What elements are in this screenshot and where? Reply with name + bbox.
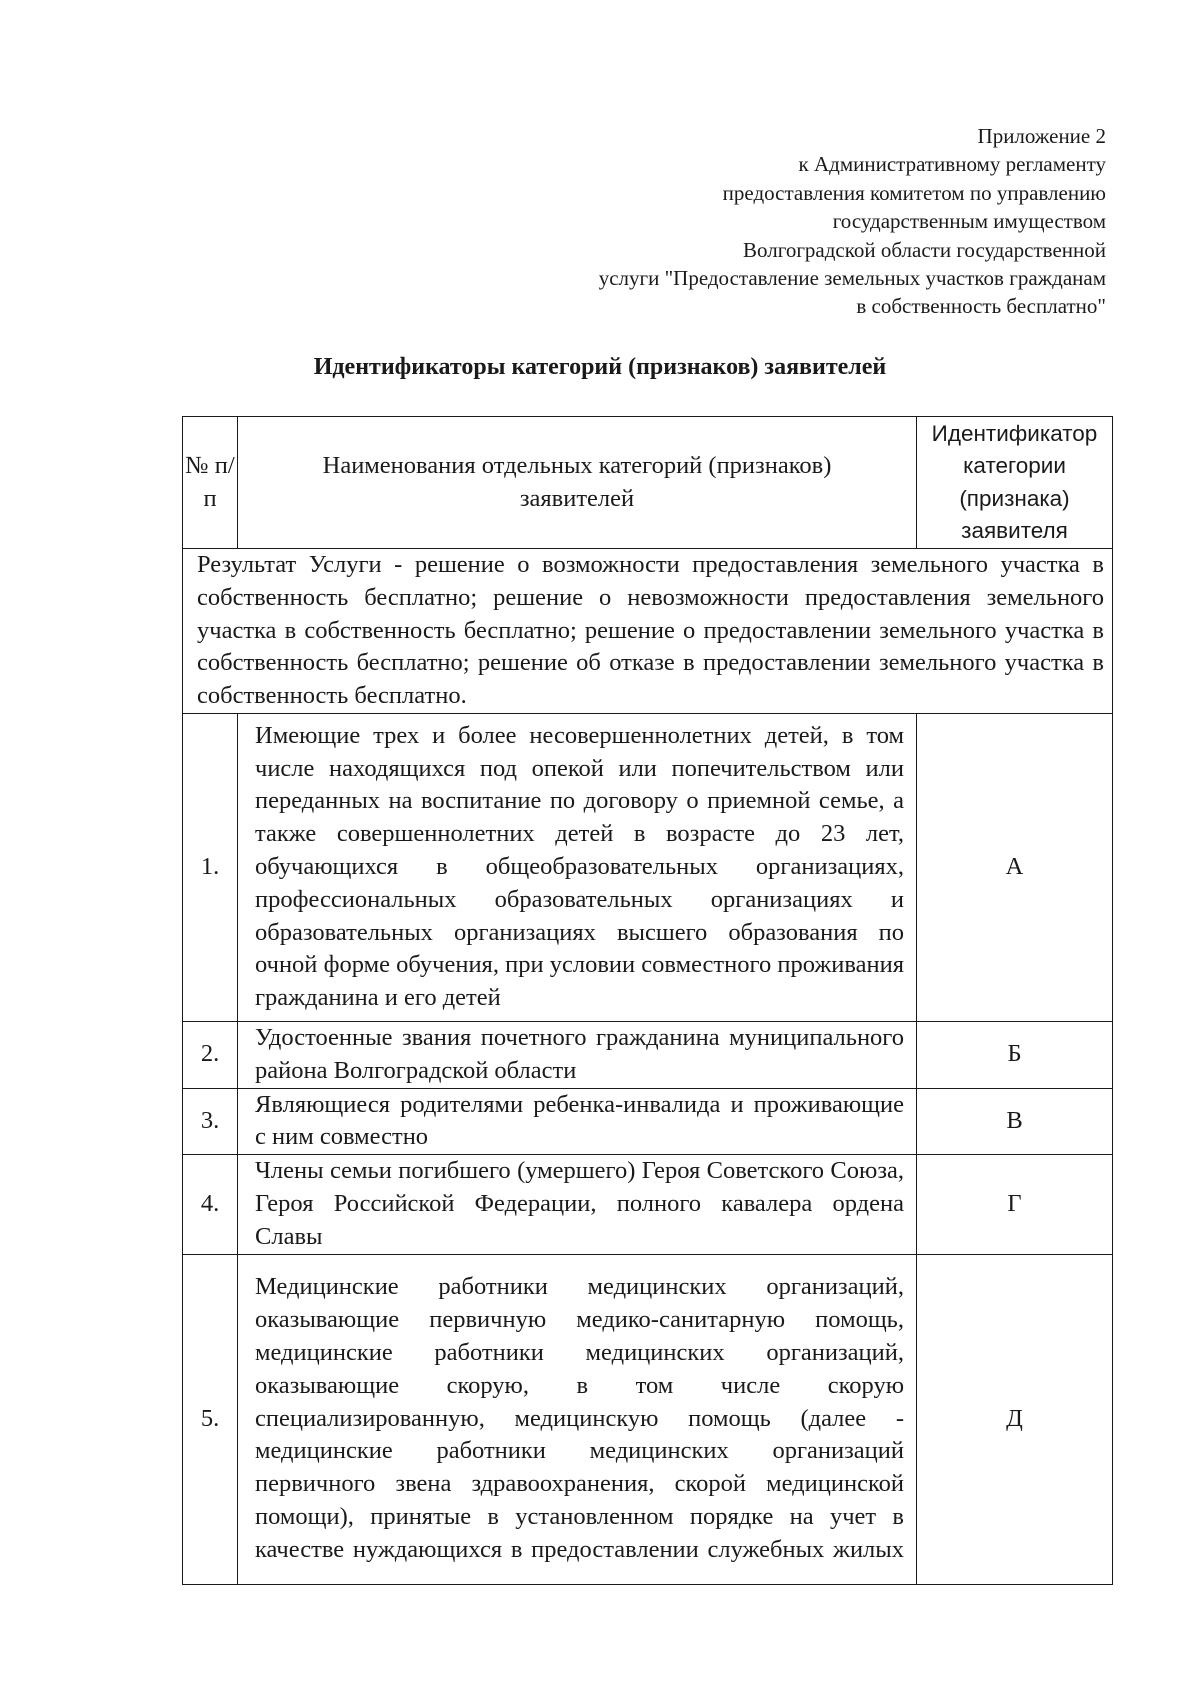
table-row bbox=[183, 713, 1113, 1021]
document-title: Идентификаторы категорий (признаков) заявителей bbox=[313, 354, 887, 380]
appendix-line: услуги "Предоставление земельных участков гражданам bbox=[598, 266, 1106, 291]
appendix-line: Приложение 2 bbox=[977, 124, 1106, 148]
table-row bbox=[183, 1155, 1113, 1254]
row-number: 2. bbox=[183, 1021, 238, 1088]
row-category-name: Члены семьи погибшего (умершего) Героя Советского Союза, Героя Российской Федерации, полного кавалера ордена Славы bbox=[238, 1155, 917, 1254]
row-category-name: Удостоенные звания почетного гражданина муниципального района Волгоградской области bbox=[238, 1021, 917, 1088]
table-row bbox=[183, 1021, 1113, 1088]
row-identifier: Д bbox=[917, 1254, 1113, 1584]
header-category-name: Наименования отдельных категорий (признаков) заявителей bbox=[238, 417, 917, 549]
appendix-header bbox=[486, 122, 1106, 321]
row-number: 1. bbox=[183, 713, 238, 1021]
row-number: 5. bbox=[183, 1254, 238, 1584]
result-row bbox=[183, 549, 1113, 714]
appendix-line: государственным имуществом bbox=[832, 209, 1106, 234]
table-header-row bbox=[183, 417, 1113, 549]
row-identifier: Г bbox=[917, 1155, 1113, 1254]
row-category-name: Имеющие трех и более несовершеннолетних детей, в том числе находящихся под опекой или попечительством или переданных на воспитание по договору о приемной семье, а также совершеннолетних детей в возрасте до 23 лет, обучающихся в общеобразовательных организациях, профессиональных образовательных организациях и образовательных организациях высшего образования по очной форме обучения, при условии совместного проживания гражданина и его детей bbox=[238, 713, 917, 1021]
row-number: 3. bbox=[183, 1088, 238, 1155]
row-category-name: Медицинские работники медицинских организаций, оказывающие первичную медико-санитарную помощь, медицинские работники медицинских организаций, оказывающие скорую, в том числе скорую специализированную, медицинскую помощь (далее - медицинские работники медицинских организаций первичного звена здравоохранения, скорой медицинской помощи), принятые в установленном порядке на учет в качестве нуждающихся в предоставлении служебных жилых bbox=[238, 1254, 917, 1584]
service-result-text: Результат Услуги - решение о возможности предоставления земельного участка в собственность бесплатно; решение о невозможности предоставления земельного участка в собственность бесплатно; решение о предоставлении земельного участка в собственность бесплатно; решение об отказе в предоставлении земельного участка в собственность бесплатно. bbox=[183, 549, 1113, 714]
header-identifier: Идентификатор категории (признака) заявителя bbox=[917, 417, 1113, 549]
appendix-line: в собственность бесплатно" bbox=[856, 294, 1106, 319]
table-row bbox=[183, 1254, 1113, 1584]
row-identifier: В bbox=[917, 1088, 1113, 1155]
row-number: 4. bbox=[183, 1155, 238, 1254]
appendix-line: предоставления комитетом по управлению bbox=[722, 180, 1106, 205]
row-category-name: Являющиеся родителями ребенка-инвалида и проживающие с ним совместно bbox=[238, 1088, 917, 1155]
header-number: № п/п bbox=[183, 417, 238, 549]
categories-table bbox=[182, 416, 1113, 1585]
appendix-line: Волгоградской области государственной bbox=[743, 237, 1106, 262]
appendix-line: к Административному регламенту bbox=[798, 152, 1106, 177]
row-identifier: А bbox=[917, 713, 1113, 1021]
row-identifier: Б bbox=[917, 1021, 1113, 1088]
table-row bbox=[183, 1088, 1113, 1155]
